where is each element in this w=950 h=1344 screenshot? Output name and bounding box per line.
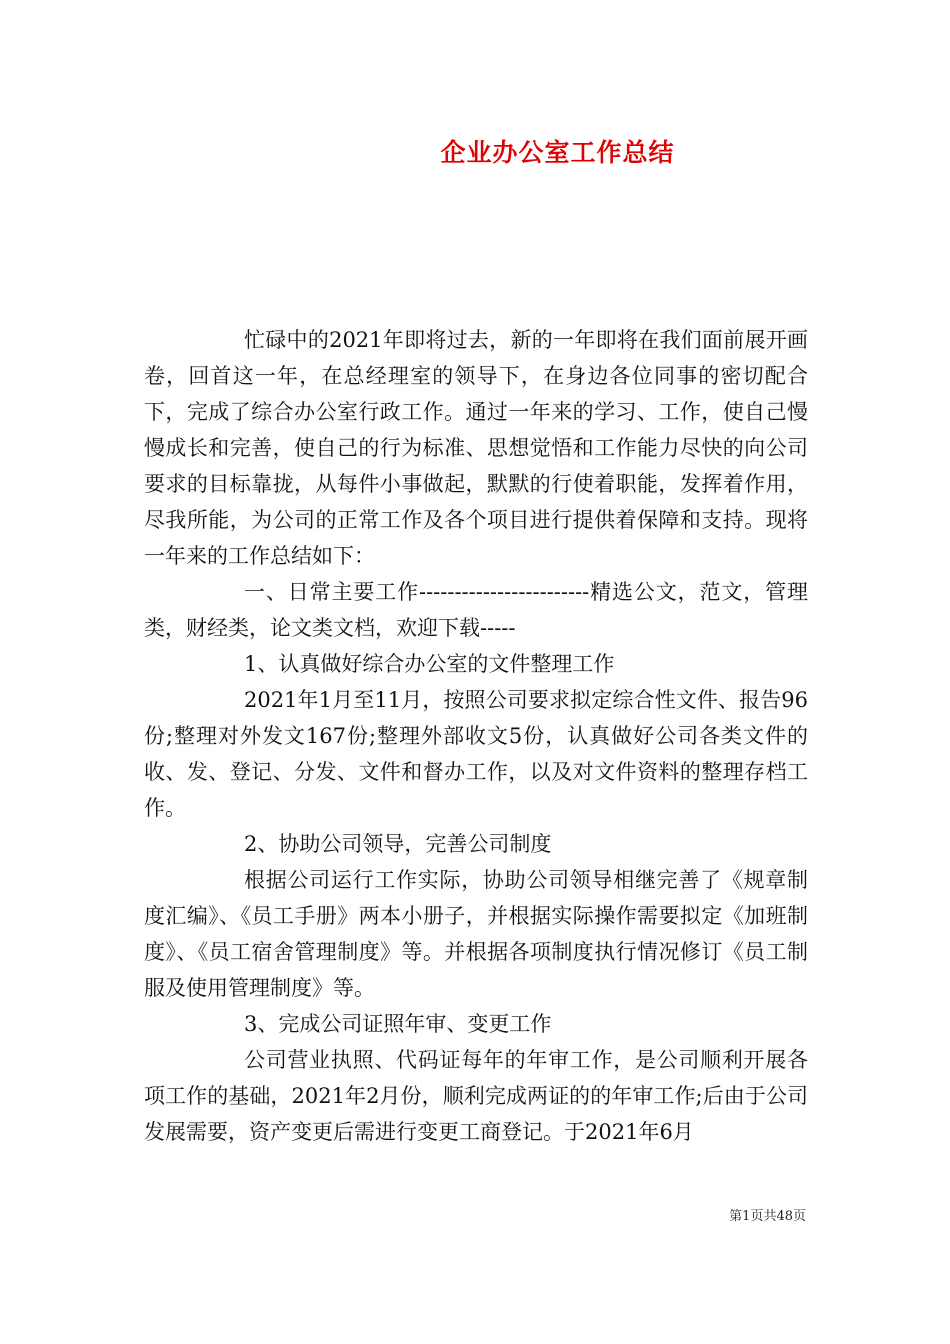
section-heading-daily-work: 一、日常主要工作------------------------精选公文，范文，管理类，财经类，论文类文档，欢迎下载----- xyxy=(144,580,808,640)
paragraph-file-management: 2021年1月至11月，按照公司要求拟定综合性文件、报告96份;整理对外发文167份;整理外部收文5份，认真做好公司各类文件的收、发、登记、分发、文件和督办工作，以及对文件资料的整理存档工作。 xyxy=(144,688,808,820)
paragraph-intro: 忙碌中的2021年即将过去，新的一年即将在我们面前展开画卷，回首这一年，在总经理室的领导下，在身边各位同事的密切配合下，完成了综合办公室行政工作。通过一年来的学习、工作，使自己慢慢成长和完善，使自己的行为标准、思想觉悟和工作能力尽快的向公司要求的目标靠拢，从每件小事做起，默默的行使着职能，发挥着作用，尽我所能，为公司的正常工作及各个项目进行提供着保障和支持。现将一年来的工作总结如下： xyxy=(144,328,808,568)
document-title: 企业办公室工作总结 xyxy=(440,138,675,167)
subheading-license-review: 3、完成公司证照年审、变更工作 xyxy=(244,1012,552,1036)
subheading-company-rules: 2、协助公司领导，完善公司制度 xyxy=(244,832,552,856)
subheading-file-management: 1、认真做好综合办公室的文件整理工作 xyxy=(244,652,615,676)
paragraph-company-rules: 根据公司运行工作实际，协助公司领导相继完善了《规章制度汇编》、《员工手册》两本小册子，并根据实际操作需要拟定《加班制度》、《员工宿舍管理制度》等。并根据各项制度执行情况修订《员工制服及使用管理制度》等。 xyxy=(144,868,808,1000)
paragraph-license-review: 公司营业执照、代码证每年的年审工作，是公司顺利开展各项工作的基础，2021年2月份，顺利完成两证的的年审工作;后由于公司发展需要，资产变更后需进行变更工商登记。于2021年6月 xyxy=(144,1048,808,1144)
document-body xyxy=(144,322,808,1150)
page-number: 第1页共48页 xyxy=(729,1209,806,1224)
